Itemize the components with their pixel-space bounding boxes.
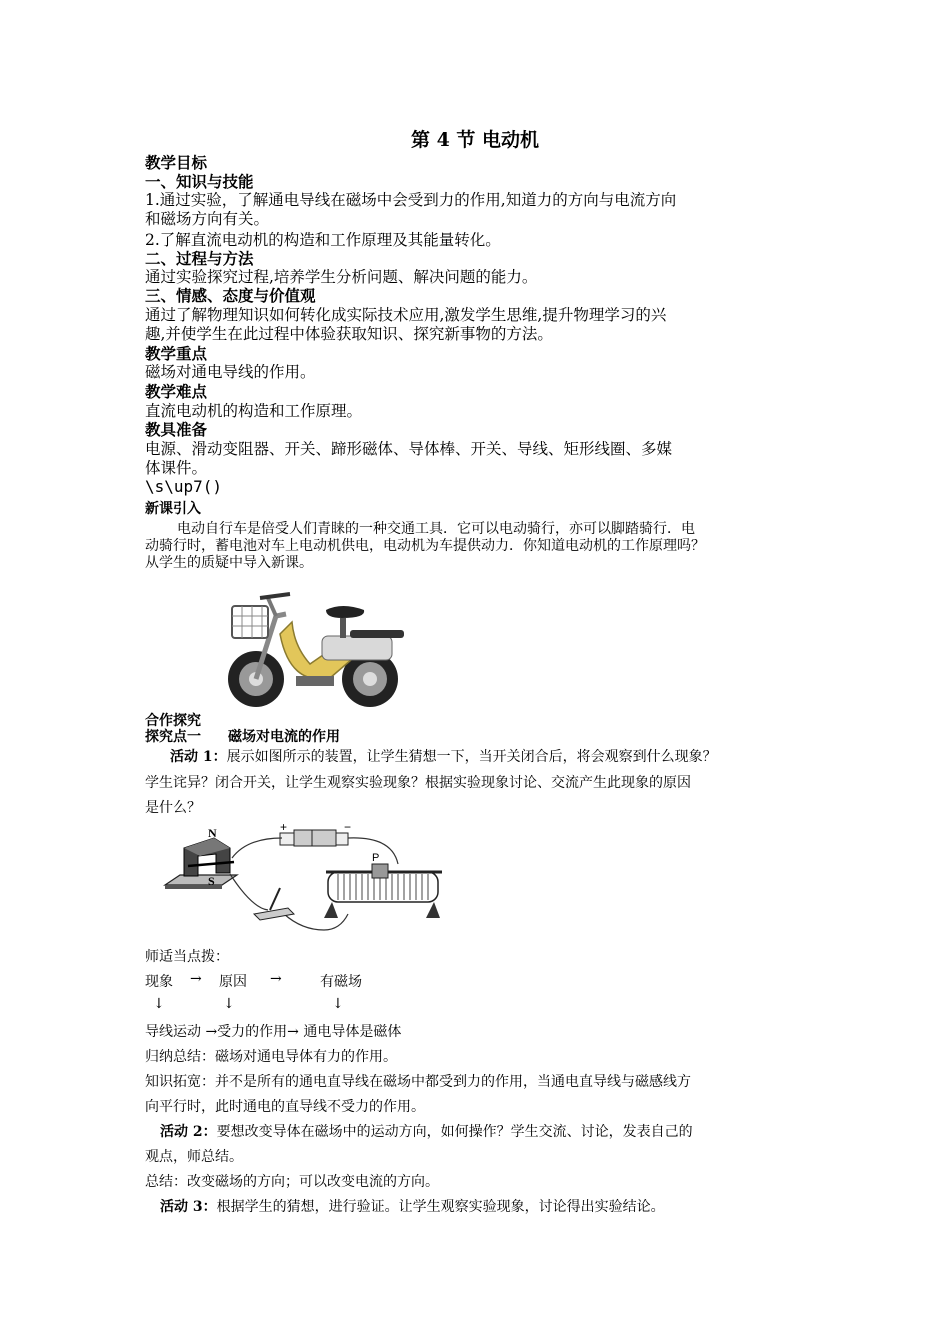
attitude-line-2: 趣,并使学生在此过程中体验获取知识、探究新事物的方法。 [145, 325, 553, 343]
cooperate-heading: 合作探究 [145, 713, 201, 729]
teacher-hint: 师适当点拨： [145, 949, 229, 965]
activity-1-line-2: 学生诧异？闭合开关，让学生观察实验现象？根据实验现象讨论、交流产生此现象的原因 [145, 775, 691, 791]
objective-2: 2.了解直流电动机的构造和工作原理及其能量转化。 [145, 231, 501, 249]
field-code: \s\up7() [145, 477, 223, 496]
intro-line-1: 电动自行车是倍受人们青睐的一种交通工具．它可以电动骑行，亦可以脚踏骑行．电 [177, 521, 695, 537]
battery-plus-label: + [280, 820, 288, 834]
magnet-n-label: N [208, 826, 217, 840]
activity-2-line-2: 观点，师总结。 [145, 1149, 243, 1165]
activity-2-line-1 [160, 1121, 693, 1141]
process-method-text: 通过实验探究过程,培养学生分析问题、解决问题的能力。 [145, 268, 538, 286]
lesson-title: 第 4 节 电动机 [410, 129, 540, 151]
flow-arrow-2: → [270, 971, 282, 987]
battery-minus-label: − [344, 820, 352, 834]
key-point-text: 磁场对通电导线的作用。 [145, 363, 316, 381]
point-1-label: 探究点一 [145, 729, 201, 745]
activity-1-line-1 [170, 746, 717, 766]
summary-1: 归纳总结：磁场对通电导体有力的作用。 [145, 1049, 397, 1065]
difficulty-text: 直流电动机的构造和工作原理。 [145, 402, 363, 420]
flow-bottom-row: 导线运动 →受力的作用→ 通电导体是磁体 [145, 1024, 402, 1040]
activity-2-label: 活动 2： [160, 1124, 217, 1140]
equipment-heading: 教具准备 [145, 420, 208, 439]
equipment-line-2: 体课件。 [145, 459, 208, 477]
flow-arrow-1: → [190, 971, 202, 987]
activity-1-line-3: 是什么？ [145, 800, 201, 816]
experiment-circuit-diagram [162, 818, 452, 940]
point-1-title: 磁场对电流的作用 [228, 729, 340, 745]
knowledge-skills-heading: 一、知识与技能 [145, 172, 254, 191]
activity-2-text: 要想改变导体在磁场中的运动方向，如何操作？学生交流、讨论，发表自己的 [216, 1124, 693, 1140]
expand-line-1: 知识拓宽：并不是所有的通电直导线在磁场中都受到力的作用，当通电直导线与磁感线方 [145, 1074, 691, 1090]
objective-1-line-2: 和磁场方向有关。 [145, 210, 270, 228]
objectives-heading: 教学目标 [145, 153, 208, 172]
attitude-heading: 三、情感、态度与价值观 [145, 286, 316, 305]
objective-1-line-1: 1.通过实验，了解通电导线在磁场中会受到力的作用,知道力的方向与电流方向 [145, 191, 677, 209]
summary-2: 总结：改变磁场的方向；可以改变电流的方向。 [145, 1174, 439, 1190]
flow-magnetic-field: 有磁场 [320, 974, 362, 990]
flow-phenomenon: 现象 [145, 974, 173, 990]
expand-line-2: 向平行时，此时通电的直导线不受力的作用。 [145, 1099, 425, 1115]
flow-cause: 原因 [219, 974, 247, 990]
intro-heading: 新课引入 [145, 501, 201, 517]
magnet-s-label: S [208, 874, 215, 888]
flow-down-arrow-3: ↓ [332, 996, 344, 1012]
intro-line-3: 从学生的质疑中导入新课。 [145, 555, 313, 571]
activity-3-label: 活动 3： [160, 1199, 217, 1215]
activity-3-line [160, 1196, 665, 1216]
electric-bike-illustration [218, 576, 408, 711]
key-point-heading: 教学重点 [145, 344, 208, 363]
activity-1-text: 展示如图所示的装置，让学生猜想一下，当开关闭合后，将会观察到什么现象？ [226, 749, 717, 765]
activity-3-text: 根据学生的猜想，进行验证。让学生观察实验现象，讨论得出实验结论。 [216, 1199, 665, 1215]
process-method-heading: 二、过程与方法 [145, 249, 254, 268]
flow-down-arrow-2: ↓ [223, 996, 235, 1012]
attitude-line-1: 通过了解物理知识如何转化成实际技术应用,激发学生思维,提升物理学习的兴 [145, 306, 667, 324]
slider-p-label: P [372, 852, 380, 864]
flow-down-arrow-1: ↓ [153, 996, 165, 1012]
difficulty-heading: 教学难点 [145, 382, 208, 401]
intro-line-2: 动骑行时，蓄电池对车上电动机供电，电动机为车提供动力．你知道电动机的工作原理吗？ [145, 538, 705, 554]
equipment-line-1: 电源、滑动变阻器、开关、蹄形磁体、导体棒、开关、导线、矩形线圈、多媒 [145, 440, 673, 458]
activity-1-label: 活动 1： [170, 749, 227, 765]
